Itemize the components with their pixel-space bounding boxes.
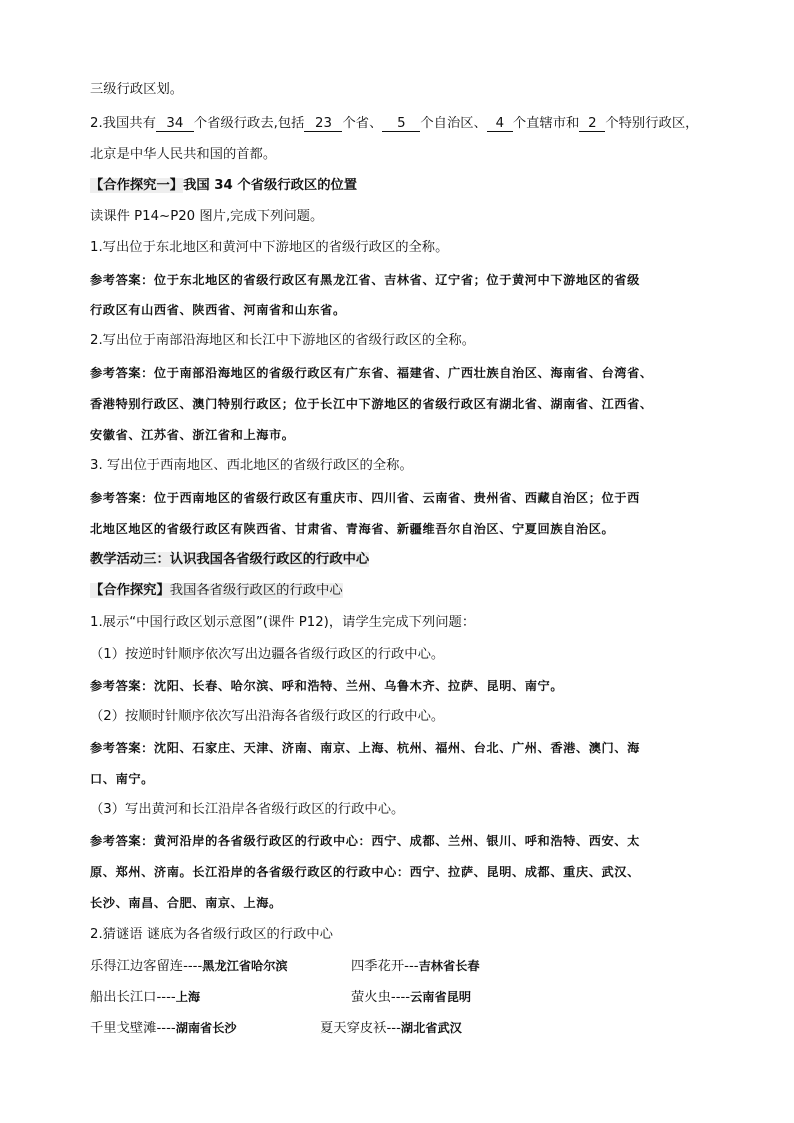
s1-question-2: 2.写出位于南部沿海地区和长江中下游地区的省级行政区的全称。 bbox=[90, 333, 475, 348]
riddle-item bbox=[90, 987, 200, 1008]
section-1-instruction: 读课件 P14~P20 图片,完成下列问题。 bbox=[90, 209, 324, 224]
s2-subquestion-3: （3）写出黄河和长江沿岸各省级行政区的行政中心。 bbox=[90, 802, 405, 817]
riddle-item bbox=[90, 1018, 237, 1039]
s1-question-3: 3. 写出位于西南地区、西北地区的省级行政区的全称。 bbox=[90, 458, 413, 473]
riddle-question: 船出长江口---- bbox=[90, 990, 176, 1005]
question-2-line-1 bbox=[90, 114, 698, 134]
section-1-bracket: 【合作探究一】 bbox=[90, 178, 184, 193]
section-2-title: 我国各省级行政区的行政中心 bbox=[169, 583, 343, 598]
riddle-item bbox=[90, 956, 288, 977]
s2-subquestion-2: （2）按顺时针顺序依次写出沿海各省级行政区的行政中心。 bbox=[90, 709, 445, 724]
q2-text-5: 个直辖市和 bbox=[512, 116, 580, 131]
s2-answer-1: 参考答案：沈阳、长春、哈尔滨、呼和浩特、兰州、乌鲁木齐、拉萨、昆明、南宁。 bbox=[90, 679, 564, 693]
q2-blank-sar-count: 2 bbox=[579, 116, 605, 132]
question-2-line-2: 北京是中华人民共和国的首都。 bbox=[90, 147, 277, 162]
riddle-answer: 湖北省武汉 bbox=[400, 1021, 462, 1035]
s2-answer-2-line-2: 口、南宁。 bbox=[90, 772, 154, 786]
section-1-heading bbox=[90, 176, 357, 196]
q2-blank-provincial-count: 34 bbox=[156, 116, 194, 132]
q2-text-2: 个省级行政去,包括 bbox=[193, 116, 305, 131]
riddle-item bbox=[351, 956, 480, 977]
riddle-question: 夏天穿皮袄--- bbox=[320, 1021, 401, 1036]
activity-3-title: 教学活动三：认识我国各省级行政区的行政中心 bbox=[90, 552, 370, 567]
s1-answer-2-line-3: 安徽省、江苏省、浙江省和上海市。 bbox=[90, 428, 295, 442]
riddle-question: 萤火虫---- bbox=[351, 990, 411, 1005]
riddle-question: 千里戈壁滩---- bbox=[90, 1021, 176, 1036]
q2-blank-autonomous-count: 5 bbox=[382, 116, 420, 132]
section-2-bracket: 【合作探究】 bbox=[90, 583, 170, 598]
q2-text-4: 个自治区、 bbox=[420, 116, 487, 131]
section-2-heading bbox=[90, 581, 343, 601]
s2-subquestion-1: （1）按逆时针顺序依次写出边疆各省级行政区的行政中心。 bbox=[90, 647, 445, 662]
riddle-heading: 2.猜谜语 谜底为各省级行政区的行政中心 bbox=[90, 927, 333, 942]
s1-answer-1-line-1: 参考答案：位于东北地区的省级行政区有黑龙江省、吉林省、辽宁省；位于黄河中下游地区的省级 bbox=[90, 273, 640, 287]
riddle-answer: 云南省昆明 bbox=[410, 990, 472, 1004]
s1-answer-2-line-1: 参考答案：位于南部沿海地区的省级行政区有广东省、福建省、广西壮族自治区、海南省、台湾省、 bbox=[90, 366, 653, 380]
riddle-answer: 湖南省长沙 bbox=[175, 1021, 237, 1035]
s2-answer-3-line-3: 长沙、南昌、合肥、南京、上海。 bbox=[90, 896, 282, 910]
q2-text-6: 个特别行政区， bbox=[605, 116, 699, 131]
s1-answer-2-line-2: 香港特别行政区、澳门特别行政区；位于长江中下游地区的省级行政区有湖北省、湖南省、江西省、 bbox=[90, 397, 653, 411]
riddle-answer: 吉林省长春 bbox=[418, 959, 480, 973]
riddle-question: 乐得江边客留连---- bbox=[90, 959, 203, 974]
q2-text-3: 个省、 bbox=[342, 116, 383, 131]
s1-answer-1-line-2: 行政区有山西省、陕西省、河南省和山东省。 bbox=[90, 303, 346, 317]
q2-blank-municipality-count: 4 bbox=[487, 116, 513, 132]
riddle-answer: 上海 bbox=[175, 990, 201, 1004]
riddle-question: 四季花开--- bbox=[351, 959, 419, 974]
s1-answer-3-line-1: 参考答案：位于西南地区的省级行政区有重庆市、四川省、云南省、贵州省、西藏自治区；位于西 bbox=[90, 491, 640, 505]
riddle-item bbox=[351, 987, 471, 1008]
s2-answer-3-line-2: 原、郑州、济南。长江沿岸的各省级行政区的行政中心：西宁、拉萨、昆明、成都、重庆、武汉、 bbox=[90, 865, 640, 879]
s1-question-1: 1.写出位于东北地区和黄河中下游地区的省级行政区的全称。 bbox=[90, 240, 449, 255]
s2-answer-3-line-1: 参考答案：黄河沿岸的各省级行政区的行政中心：西宁、成都、兰州、银川、呼和浩特、西安、太 bbox=[90, 834, 640, 848]
riddle-answer: 黑龙江省哈尔滨 bbox=[202, 959, 288, 973]
section-1-title: 我国 34 个省级行政区的位置 bbox=[183, 178, 358, 193]
q2-text-1: 2.我国共有 bbox=[90, 116, 156, 131]
intro-line: 三级行政区划。 bbox=[90, 82, 184, 97]
s2-answer-2-line-1: 参考答案：沈阳、石家庄、天津、济南、南京、上海、杭州、福州、台北、广州、香港、澳门、海 bbox=[90, 741, 640, 755]
riddle-item bbox=[320, 1018, 462, 1039]
s2-question-1: 1.展示“中国行政区划示意图”(课件 P12)，请学生完成下列问题： bbox=[90, 615, 476, 630]
s1-answer-3-line-2: 北地区地区的省级行政区有陕西省、甘肃省、青海省、新疆维吾尔自治区、宁夏回族自治区。 bbox=[90, 522, 615, 536]
q2-blank-province-count: 23 bbox=[304, 116, 342, 132]
activity-3-heading bbox=[90, 550, 369, 570]
